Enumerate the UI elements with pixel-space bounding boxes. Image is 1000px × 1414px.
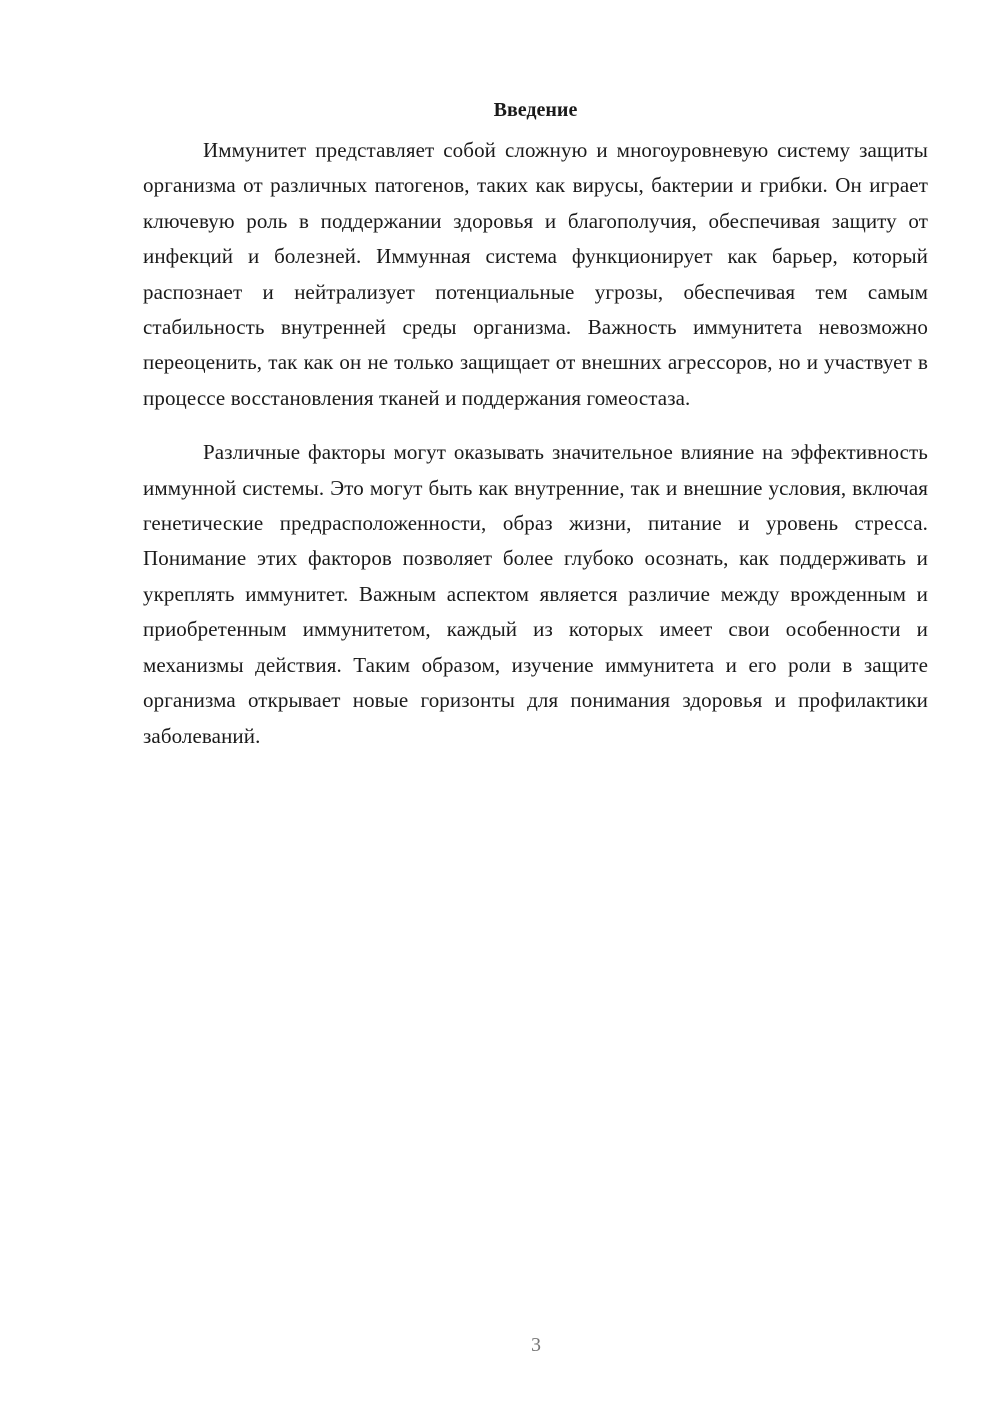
page-number: 3 — [531, 1334, 541, 1356]
paragraph-1: Иммунитет представляет собой сложную и многоуровневую систему защиты организма от различных патогенов, таких как вирусы, бактерии и грибки. Он играет ключевую роль в поддержании здоровья и благополучия, обеспечивая защиту от инфекций и болезней. Иммунная система функционирует как барьер, который распознает и нейтрализует потенциальные угрозы, обеспечивая тем самым стабильность внутренней среды организма. Важность иммунитета невозможно переоценить, так как он не только защищает от внешних агрессоров, но и участвует в процессе восстановления тканей и поддержания гомеостаза. — [143, 138, 928, 410]
page-content — [143, 96, 928, 754]
paragraph-2: Различные факторы могут оказывать значительное влияние на эффективность иммунной системы. Это могут быть как внутренние, так и внешние условия, включая генетические предрасположенности, образ жизни, питание и уровень стресса. Понимание этих факторов позволяет более глубоко осознать, как поддерживать и укреплять иммунитет. Важным аспектом является различие между врожденным и приобретенным иммунитетом, каждый из которых имеет свои особенности и механизмы действия. Таким образом, изучение иммунитета и его роли в защите организма открывает новые горизонты для понимания здоровья и профилактики заболеваний. — [143, 440, 928, 748]
section-title: Введение — [493, 99, 578, 121]
